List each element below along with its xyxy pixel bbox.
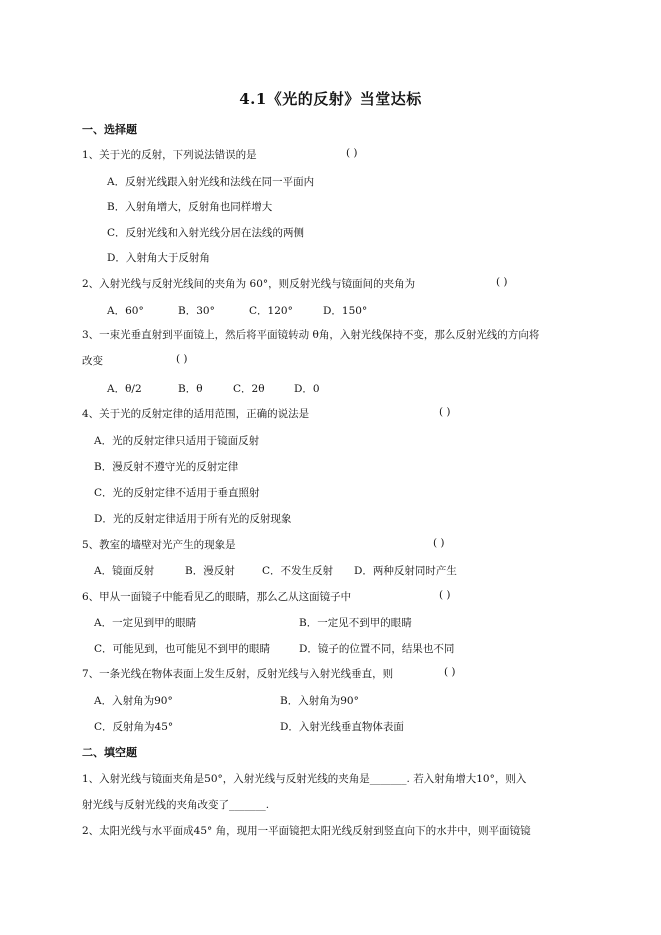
question-3-option-b: B．θ bbox=[178, 383, 203, 395]
question-7-option-b: B．入射角为90° bbox=[280, 695, 359, 707]
question-1-answer-blank: ( ) bbox=[346, 147, 358, 159]
question-4-stem: 4、关于光的反射定律的适用范围，正确的说法是 bbox=[82, 408, 310, 420]
question-5-option-a: A．镜面反射 bbox=[94, 565, 155, 577]
question-6-option-b: B．一定见不到甲的眼睛 bbox=[299, 617, 412, 629]
question-5-option-c: C．不发生反射 bbox=[262, 565, 334, 577]
question-1-option-b: B．入射角增大，反射角也同样增大 bbox=[107, 201, 273, 213]
question-6-option-a: A．一定见到甲的眼睛 bbox=[94, 617, 197, 629]
fill-1-line-2: 射光线与反射光线的夹角改变了_______. bbox=[82, 799, 270, 811]
section-heading-choice: 一、选择题 bbox=[82, 123, 137, 136]
question-4-answer-blank: ( ) bbox=[439, 406, 451, 418]
question-6-option-c: C．可能见到，也可能见不到甲的眼睛 bbox=[94, 643, 271, 655]
question-4-option-a: A．光的反射定律只适用于镜面反射 bbox=[94, 435, 260, 447]
section-heading-fill-in: 二、填空题 bbox=[82, 746, 137, 759]
question-5-option-b: B．漫反射 bbox=[185, 565, 235, 577]
question-6-option-d: D．镜子的位置不同，结果也不同 bbox=[299, 643, 455, 655]
question-3-option-d: D．0 bbox=[294, 383, 320, 395]
question-3-option-c: C．2θ bbox=[233, 383, 265, 395]
question-4-option-d: D．光的反射定律适用于所有光的反射现象 bbox=[94, 513, 292, 525]
question-3-stem: 3、一束光垂直射到平面镜上，然后将平面镜转动 θ角，入射光线保持不变，那么反射光线的方向将 bbox=[82, 329, 540, 341]
page-title: 4.1《光的反射》当堂达标 bbox=[239, 90, 422, 108]
question-3-answer-blank: ( ) bbox=[176, 353, 188, 365]
question-5-answer-blank: ( ) bbox=[433, 537, 445, 549]
question-7-stem: 7、一条光线在物体表面上发生反射，反射光线与入射光线垂直，则 bbox=[82, 668, 394, 680]
question-5-option-d: D．两种反射同时产生 bbox=[354, 565, 457, 577]
question-2-option-c: C．120° bbox=[249, 305, 293, 317]
question-1-option-c: C．反射光线和入射光线分居在法线的两侧 bbox=[107, 227, 305, 239]
question-6-stem: 6、甲从一面镜子中能看见乙的眼睛，那么乙从这面镜子中 bbox=[82, 591, 352, 603]
question-2-option-a: A．60° bbox=[107, 305, 144, 317]
question-6-answer-blank: ( ) bbox=[439, 589, 451, 601]
question-5-stem: 5、教室的墙壁对光产生的现象是 bbox=[82, 539, 236, 551]
fill-1-line-1: 1、入射光线与镜面夹角是50°，入射光线与反射光线的夹角是_______. 若入射角增大10°，则入 bbox=[82, 773, 527, 785]
fill-2-line-1: 2、太阳光线与水平面成45° 角，现用一平面镜把太阳光线反射到竖直向下的水井中，则平面镜镜 bbox=[82, 825, 531, 837]
question-7-option-a: A．入射角为90° bbox=[94, 695, 173, 707]
question-1-stem: 1、关于光的反射，下列说法错误的是 bbox=[82, 149, 257, 161]
question-2-option-d: D．150° bbox=[323, 305, 368, 317]
question-2-stem: 2、入射光线与反射光线间的夹角为 60°，则反射光线与镜面间的夹角为 bbox=[82, 278, 416, 290]
question-7-option-d: D．入射光线垂直物体表面 bbox=[280, 721, 404, 733]
question-3-stem-continued: 改变 bbox=[82, 355, 103, 367]
question-7-answer-blank: ( ) bbox=[444, 666, 456, 678]
question-1-option-a: A．反射光线跟入射光线和法线在同一平面内 bbox=[107, 176, 315, 188]
question-2-option-b: B．30° bbox=[178, 305, 215, 317]
question-4-option-c: C．光的反射定律不适用于垂直照射 bbox=[94, 487, 260, 499]
question-4-option-b: B．漫反射不遵守光的反射定律 bbox=[94, 461, 239, 473]
question-2-answer-blank: ( ) bbox=[496, 276, 508, 288]
question-1-option-d: D．入射角大于反射角 bbox=[107, 252, 210, 264]
question-3-option-a: A．θ/2 bbox=[107, 383, 142, 395]
question-7-option-c: C．反射角为45° bbox=[94, 721, 174, 733]
